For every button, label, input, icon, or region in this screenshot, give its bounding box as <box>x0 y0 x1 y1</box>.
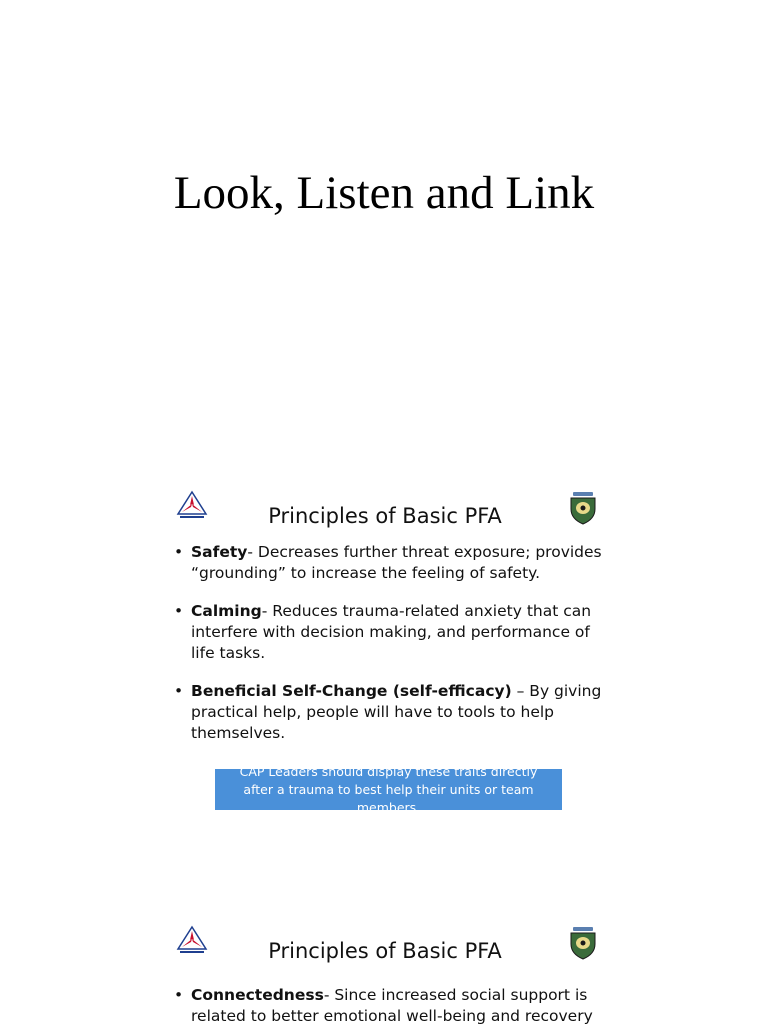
list-item <box>174 542 604 584</box>
list-item <box>174 985 604 1024</box>
list-item <box>174 681 604 744</box>
bullet-term: Connectedness <box>191 986 324 1004</box>
slide-title: Principles of Basic PFA <box>268 504 502 528</box>
bullet-term: Calming <box>191 602 262 620</box>
bullet-text: - Reduces trauma-related anxiety that can interfere with decision making, and performance of life tasks. <box>191 602 592 662</box>
bullet-text: – By giving practical help, people will have to tools to help themselves. <box>191 682 602 742</box>
bullet-list <box>174 542 604 761</box>
bullet-term: Safety <box>191 543 248 561</box>
bullet-term: Beneficial Self-Change (self-efficacy) <box>191 682 512 700</box>
callout-text: CAP Leaders should display these traits directly after a trauma to best help their units or team members. <box>239 763 538 815</box>
bullet-list <box>174 985 604 1024</box>
bullet-text: - Since increased social support is related to better emotional well-being and recovery <box>191 986 593 1024</box>
bullet-text: - Decreases further threat exposure; provides “grounding” to increase the feeling of safety. <box>191 543 602 582</box>
command-seal-icon <box>567 491 599 525</box>
page-title: Look, Listen and Link <box>173 167 595 219</box>
slide-principles-2 <box>162 913 608 1024</box>
list-item <box>174 601 604 664</box>
slide-principles-1 <box>162 478 608 826</box>
slide-title: Principles of Basic PFA <box>268 939 502 963</box>
command-seal-icon <box>567 926 599 960</box>
callout-box <box>215 763 562 815</box>
